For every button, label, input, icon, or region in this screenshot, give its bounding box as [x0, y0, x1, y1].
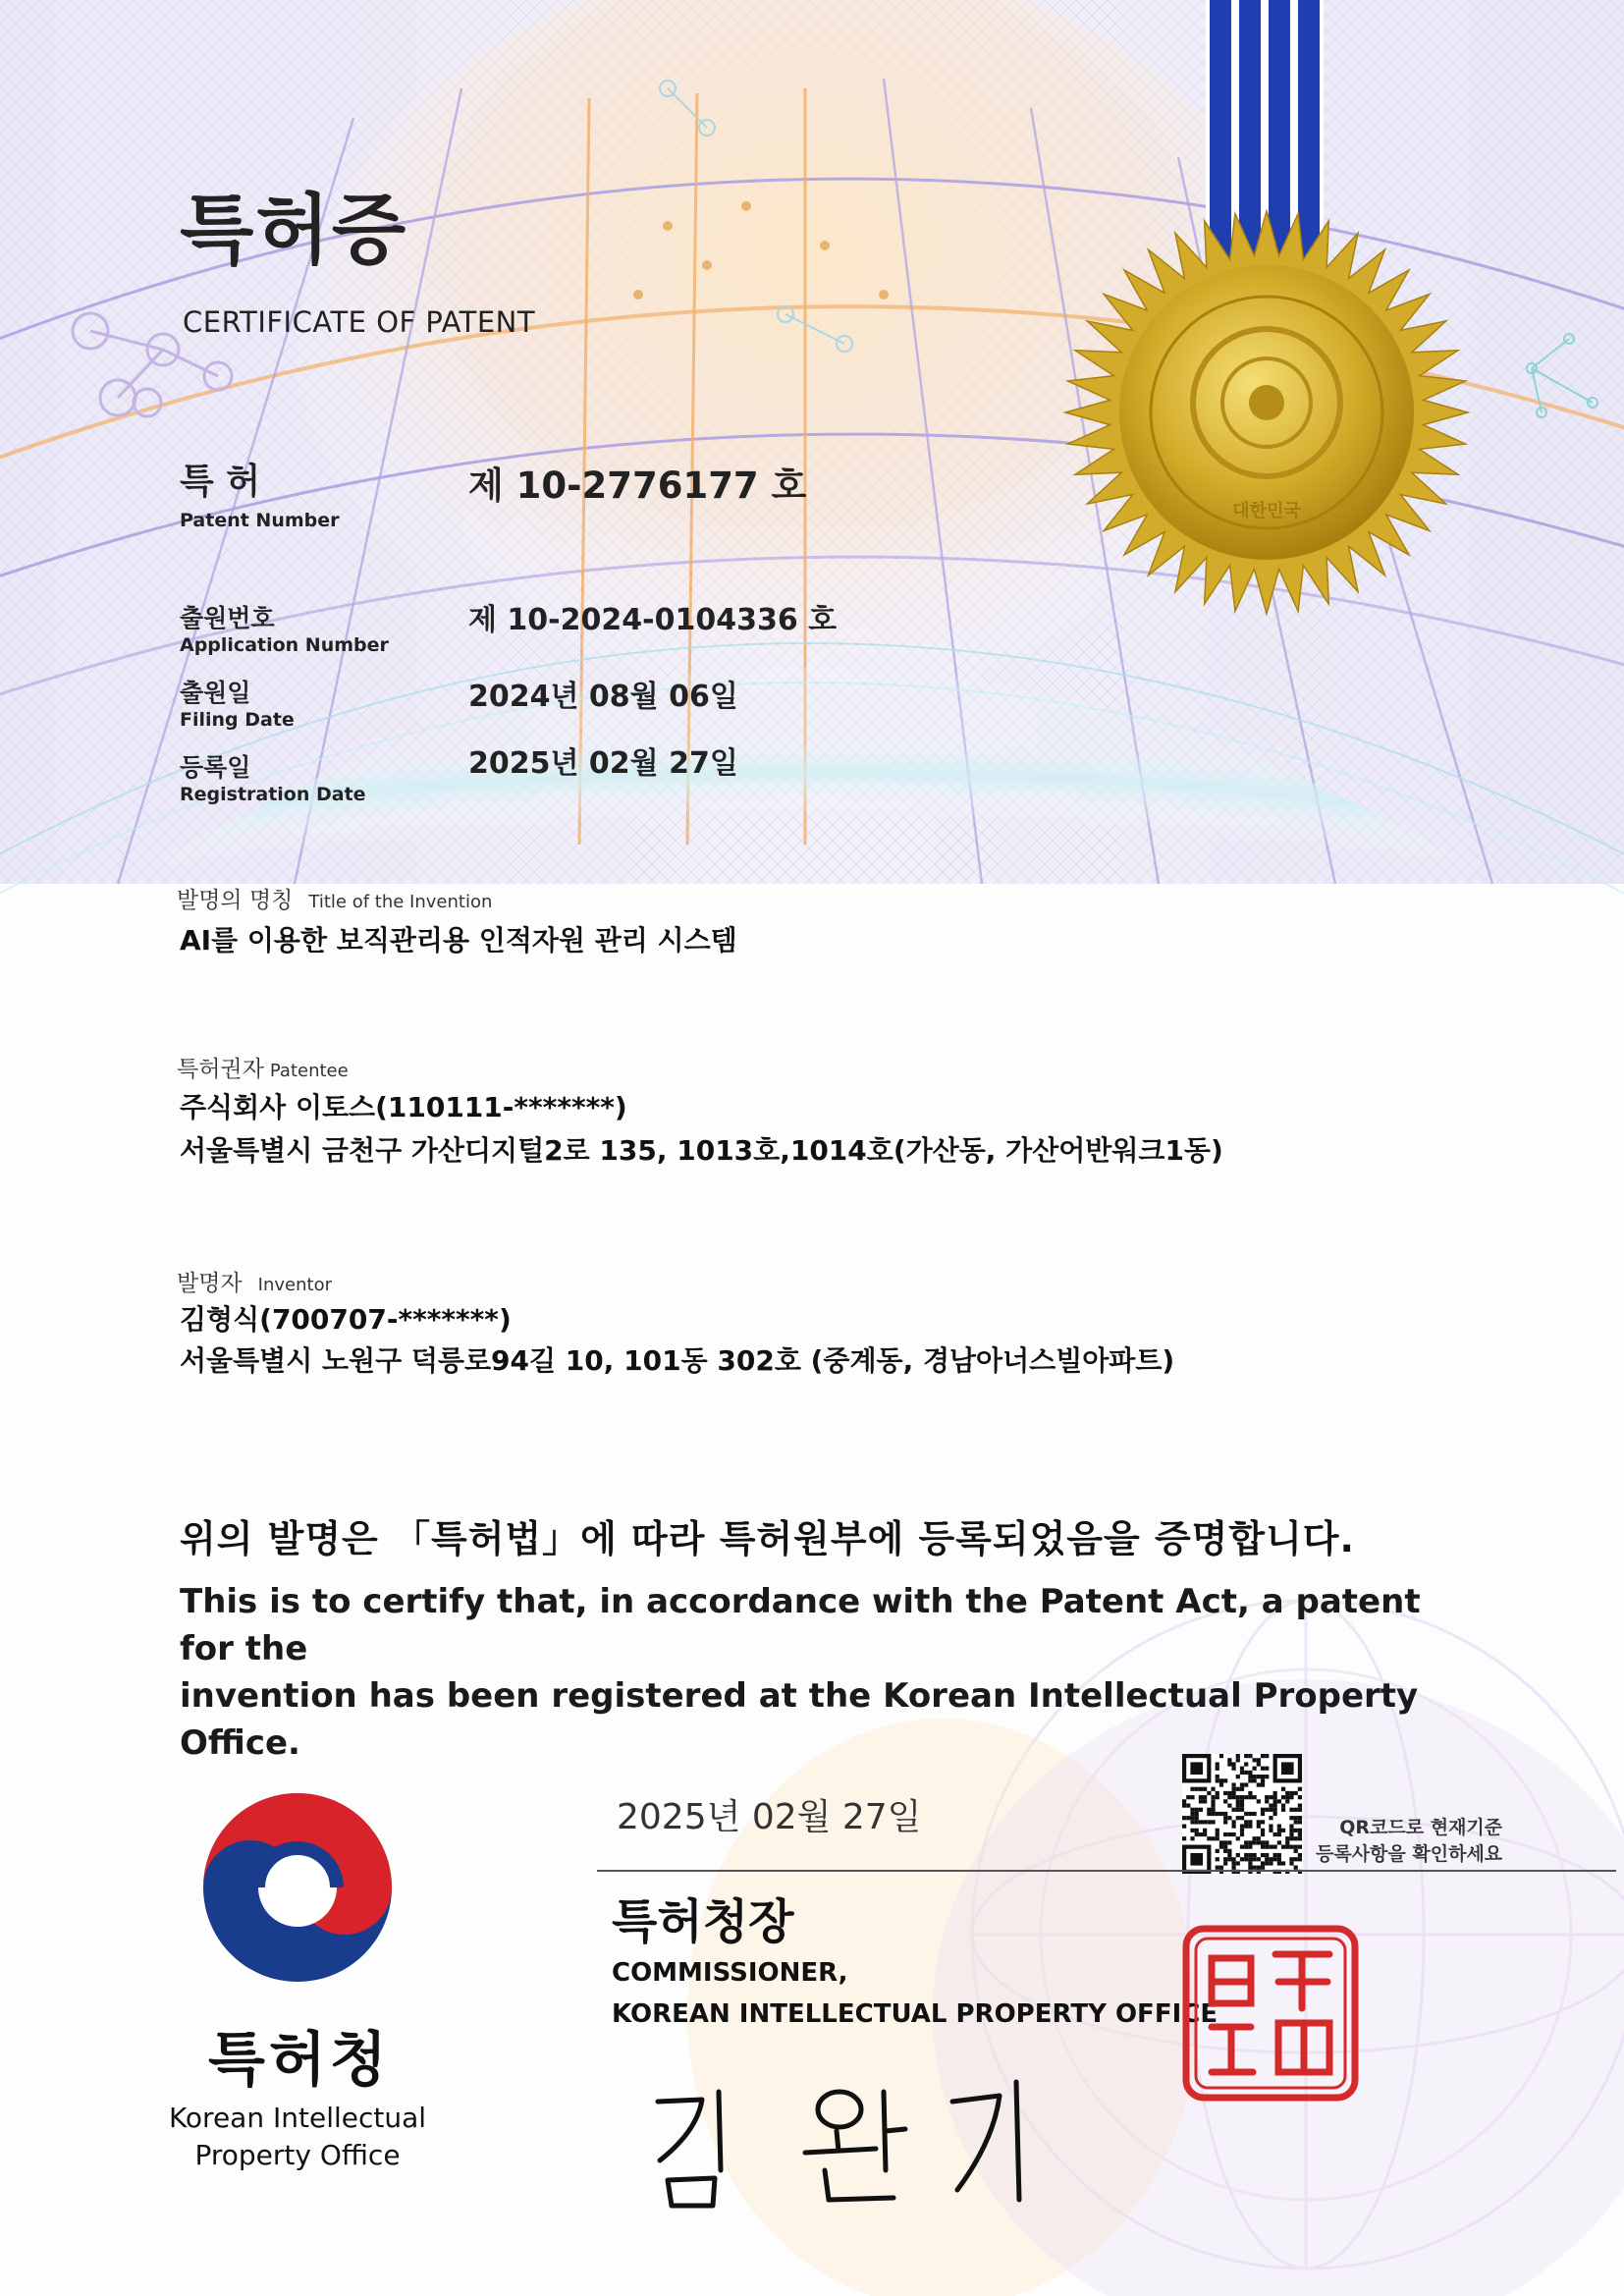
inventor-section-label — [177, 1265, 332, 1297]
commissioner-title-en-line1: COMMISSIONER, — [612, 1958, 848, 1988]
filing-date-value: 2024년 08월 06일 — [468, 680, 738, 714]
patentee-label: 특허권자 — [177, 1057, 264, 1082]
office-name-en — [147, 2100, 448, 2174]
certification-text-ko: 위의 발명은 「특허법」에 따라 특허원부에 등록되었음을 증명합니다. — [180, 1517, 1355, 1560]
application-number-label: 출원번호 — [180, 604, 275, 632]
qr-note-line1: QR코드로 현재기준 — [1339, 1817, 1503, 1838]
office-name-en-line1: Korean Intellectual — [168, 2102, 427, 2134]
medal-text: 대한민국 — [1232, 501, 1301, 521]
application-number-value: 제 10-2024-0104336 호 — [468, 603, 838, 637]
commissioner-title-ko: 특허청장 — [612, 1894, 794, 1949]
invention-label-en: Title of the Invention — [308, 892, 493, 912]
inventor-address: 서울특별시 노원구 덕릉로94길 10, 101동 302호 (중계동, 경남아너스빌아파트) — [180, 1344, 1175, 1377]
office-name-en-line2: Property Office — [194, 2139, 401, 2171]
certification-text-en — [180, 1578, 1456, 1767]
patentee-name: 주식회사 이토스(110111-*******) — [180, 1091, 627, 1123]
commissioner-title-en — [612, 1952, 1218, 2035]
qr-note — [1316, 1815, 1502, 1868]
patentee-section-label — [177, 1051, 349, 1083]
kipo-logo-icon — [199, 1789, 396, 1986]
commissioner-title-en-line2: KOREAN INTELLECTUAL PROPERTY OFFICE — [612, 1999, 1218, 2029]
registration-date-label: 등록일 — [180, 753, 251, 782]
filing-date-label: 출원일 — [180, 679, 251, 707]
inventor-label-en: Inventor — [257, 1275, 332, 1295]
issue-date: 2025년 02월 27일 — [617, 1797, 922, 1837]
patent-number-label: 특 허 — [180, 462, 261, 502]
filing-date-label-en: Filing Date — [180, 709, 295, 731]
patent-number-value: 제 10-2776177 호 — [468, 465, 807, 507]
office-name-ko: 특허청 — [208, 2026, 391, 2095]
invention-label: 발명의 명칭 — [177, 888, 294, 913]
invention-title: AI를 이용한 보직관리용 인적자원 관리 시스템 — [180, 924, 737, 957]
registration-date-label-en: Registration Date — [180, 784, 366, 805]
gold-seal-icon — [1060, 206, 1473, 619]
inventor-name: 김형식(700707-*******) — [180, 1303, 512, 1336]
signature — [628, 2062, 1041, 2210]
qr-code-icon[interactable] — [1182, 1754, 1302, 1874]
certificate-title: 특허증 — [180, 187, 408, 275]
registration-date-value: 2025년 02월 27일 — [468, 746, 738, 781]
certificate-title-en: CERTIFICATE OF PATENT — [183, 305, 536, 339]
patentee-label-en: Patentee — [269, 1061, 349, 1081]
invention-section-label — [177, 882, 492, 914]
patent-number-label-en: Patent Number — [180, 510, 340, 531]
application-number-label-en: Application Number — [180, 634, 389, 656]
certification-text-en-line2: invention has been registered at the Korean Intellectual Property Office. — [180, 1676, 1419, 1763]
official-seal-icon — [1182, 1925, 1359, 2102]
qr-note-line2: 등록사항을 확인하세요 — [1316, 1843, 1503, 1865]
inventor-label: 발명자 — [177, 1271, 243, 1296]
divider — [597, 1870, 1616, 1872]
patentee-address: 서울특별시 금천구 가산디지털2로 135, 1013호,1014호(가산동, 가산어반워크1동) — [180, 1134, 1223, 1167]
certification-text-en-line1: This is to certify that, in accordance with the Patent Act, a patent for the — [180, 1582, 1421, 1668]
